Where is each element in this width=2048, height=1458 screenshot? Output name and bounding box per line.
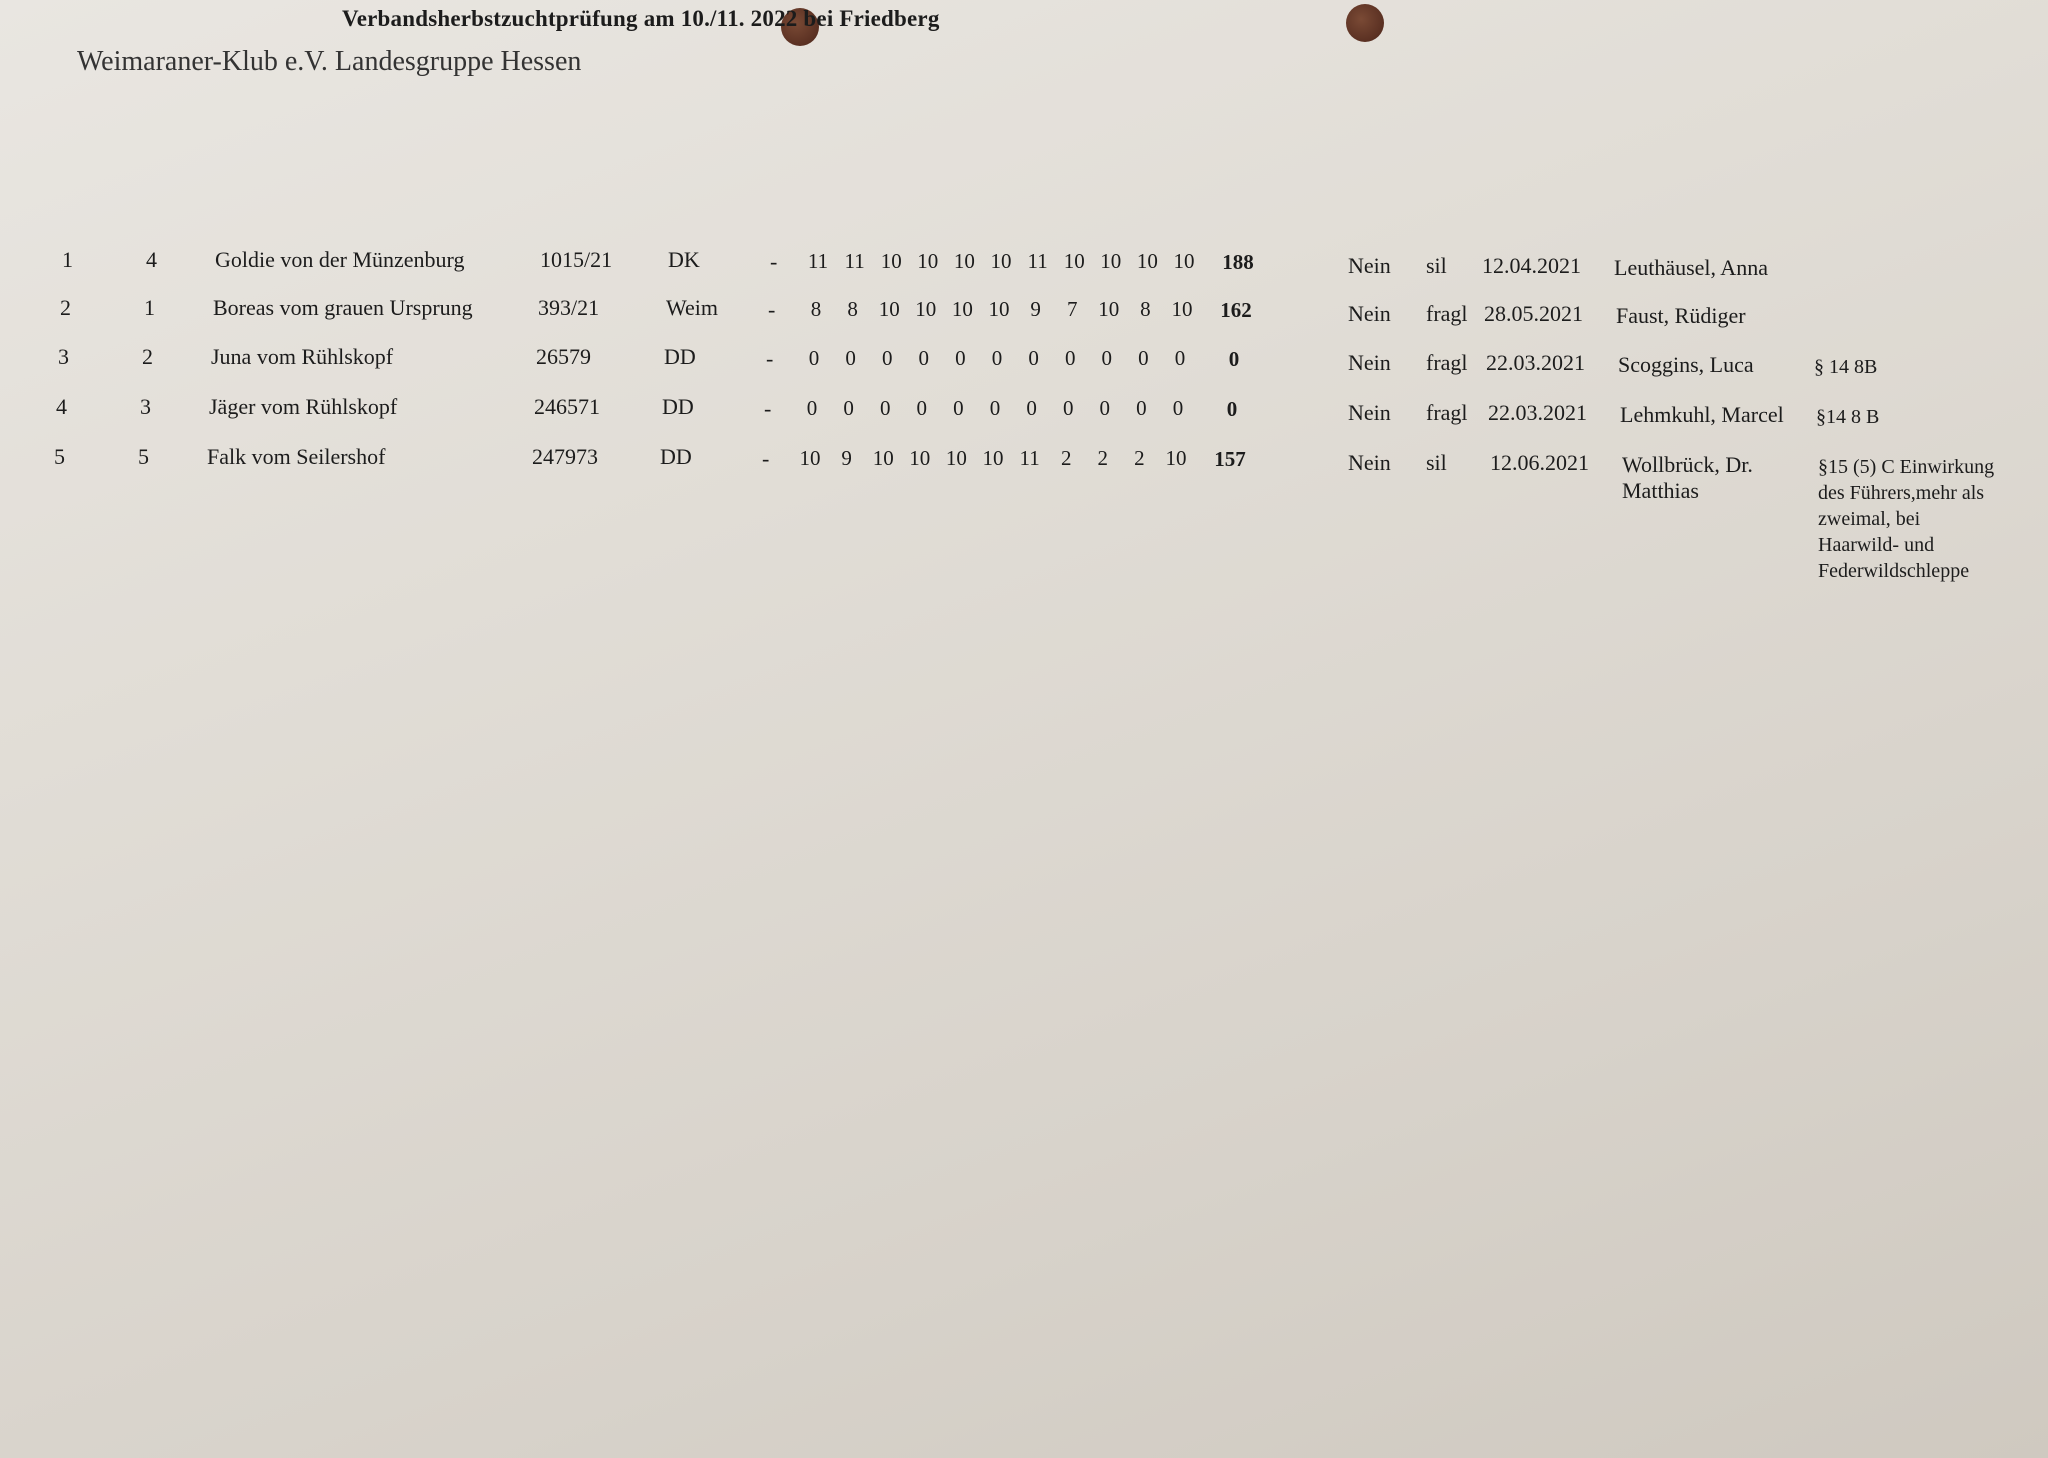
remark-cell: des Führers,mehr als [1818,482,1985,504]
score-cell: 10 [1098,297,1120,321]
score-cell: 11 [844,249,865,273]
remark-cell: §14 8 B [1816,406,1880,428]
registration-cell: 246571 [534,394,600,419]
score-cell: 0 [806,396,818,420]
score-cell: 0 [991,346,1003,370]
score-cell: 0 [808,346,820,370]
score-cell: 10 [909,446,931,470]
rank-cell: 4 [56,394,67,419]
score-cell: 0 [916,396,928,420]
dash-cell: - [768,297,776,322]
rank-cell: 5 [54,444,65,469]
score-cell: 0 [879,396,891,420]
date-cell: 28.05.2021 [1484,301,1583,326]
breed-cell: Weim [666,295,718,320]
breed-cell: DD [664,344,696,369]
score-cell: 0 [1062,396,1074,420]
score-cell: 0 [989,396,1001,420]
score-cell: 10 [880,249,902,273]
score-cell: 10 [1136,249,1158,273]
remark-cell: Haarwild- und [1818,534,1935,556]
dash-cell: - [770,249,778,274]
date-cell: 12.06.2021 [1490,450,1589,475]
date-cell: 22.03.2021 [1486,350,1585,375]
start-number-cell: 5 [138,444,149,469]
score-cell: 11 [807,249,829,273]
score-cell: 0 [845,346,856,370]
total-score-cell: 188 [1222,250,1254,274]
score-cell: 0 [1101,346,1113,370]
score-cell: 7 [1066,297,1078,321]
dog-name-cell: Goldie von der Münzenburg [215,247,465,272]
dog-name-cell: Boreas vom grauen Ursprung [213,295,473,320]
score-cell: 8 [1140,297,1151,321]
registration-cell: 1015/21 [540,247,613,272]
nein-cell: Nein [1348,350,1391,375]
score-cell: 8 [847,297,858,321]
score-cell: 0 [918,346,930,370]
rank-cell: 1 [62,247,73,272]
score-cell: 10 [951,297,973,321]
club-name: Weimaraner-Klub e.V. Landesgruppe Hessen [77,46,582,77]
table-row [0,295,2048,343]
document-title: Verbandsherbstzuchtprüfung am 10./11. 2022 bei Friedberg [342,6,940,31]
start-number-cell: 2 [142,344,153,369]
score-cell: 0 [843,396,854,420]
score-cell: 10 [878,297,900,321]
score-cell: 0 [1099,396,1111,420]
status-cell: fragl [1426,400,1468,425]
status-cell: sil [1426,253,1447,278]
table-row [0,394,2048,442]
owner-cell: Faust, Rüdiger [1616,303,1746,328]
date-cell: 12.04.2021 [1482,253,1581,278]
dog-name-cell: Falk vom Seilershof [207,444,386,469]
breed-cell: DK [668,247,700,272]
score-cell: 10 [915,297,937,321]
table-row [0,344,2048,392]
breed-cell: DD [662,394,694,419]
score-cell: 0 [1138,346,1149,370]
status-cell: fragl [1426,301,1468,326]
start-number-cell: 4 [146,247,157,272]
dog-name-cell: Juna vom Rühlskopf [211,344,394,369]
score-cell: 0 [1028,346,1039,370]
owner-cell: Leuthäusel, Anna [1614,255,1768,280]
score-cell: 10 [988,297,1010,321]
score-cell: 0 [1174,346,1186,370]
score-cell: 10 [1100,249,1122,273]
dash-cell: - [764,396,772,421]
remark-cell: zweimal, bei [1818,508,1921,530]
nein-cell: Nein [1348,400,1391,425]
nein-cell: Nein [1348,450,1391,475]
total-score-cell: 162 [1220,298,1252,322]
score-cell: 10 [799,446,821,470]
date-cell: 22.03.2021 [1488,400,1587,425]
score-cell: 0 [1064,346,1076,370]
score-cell: 0 [955,346,966,370]
dog-name-cell: Jäger vom Rühlskopf [209,394,398,419]
score-cell: 9 [841,446,852,470]
registration-cell: 393/21 [538,295,600,320]
total-score-cell: 0 [1226,397,1238,421]
score-cell: 9 [1030,297,1041,321]
registration-cell: 26579 [536,344,591,369]
total-score-cell: 157 [1214,447,1246,471]
total-score-cell: 0 [1228,347,1240,371]
registration-cell: 247973 [532,444,598,469]
score-cell: 2 [1060,446,1072,470]
score-cell: 10 [1063,249,1085,273]
score-cell: 10 [945,446,967,470]
score-cell: 10 [872,446,894,470]
status-cell: fragl [1426,350,1468,375]
dash-cell: - [762,446,770,471]
owner-cell-line2: Matthias [1622,478,1699,503]
owner-cell: Scoggins, Luca [1618,352,1754,377]
remark-cell: Federwildschleppe [1818,560,1970,582]
score-cell: 10 [1171,297,1193,321]
score-cell: 2 [1097,446,1109,470]
owner-cell: Lehmkuhl, Marcel [1620,402,1784,427]
remark-cell: §15 (5) C Einwirkung [1818,456,1995,478]
rank-cell: 2 [60,295,71,320]
score-cell: 10 [953,249,975,273]
punch-hole-right [1346,4,1384,42]
score-cell: 10 [982,446,1004,470]
owner-cell: Wollbrück, Dr. [1622,452,1753,477]
score-cell: 0 [1026,396,1037,420]
score-cell: 10 [990,249,1012,273]
status-cell: sil [1426,450,1447,475]
start-number-cell: 1 [144,295,155,320]
nein-cell: Nein [1348,253,1391,278]
score-cell: 0 [881,346,893,370]
score-cell: 10 [1165,446,1187,470]
table-row [0,247,2048,295]
score-cell: 8 [810,297,822,321]
score-cell: 2 [1134,446,1145,470]
score-cell: 0 [1136,396,1147,420]
score-cell: 0 [1172,396,1184,420]
score-cell: 11 [1019,446,1040,470]
score-cell: 10 [1173,249,1195,273]
score-cell: 10 [917,249,939,273]
start-number-cell: 3 [140,394,151,419]
score-cell: 11 [1027,249,1048,273]
remark-cell: § 14 8B [1814,356,1878,378]
score-cell: 0 [953,396,964,420]
breed-cell: DD [660,444,692,469]
dash-cell: - [766,346,774,371]
table-row [0,444,2048,582]
rank-cell: 3 [58,344,69,369]
nein-cell: Nein [1348,301,1391,326]
